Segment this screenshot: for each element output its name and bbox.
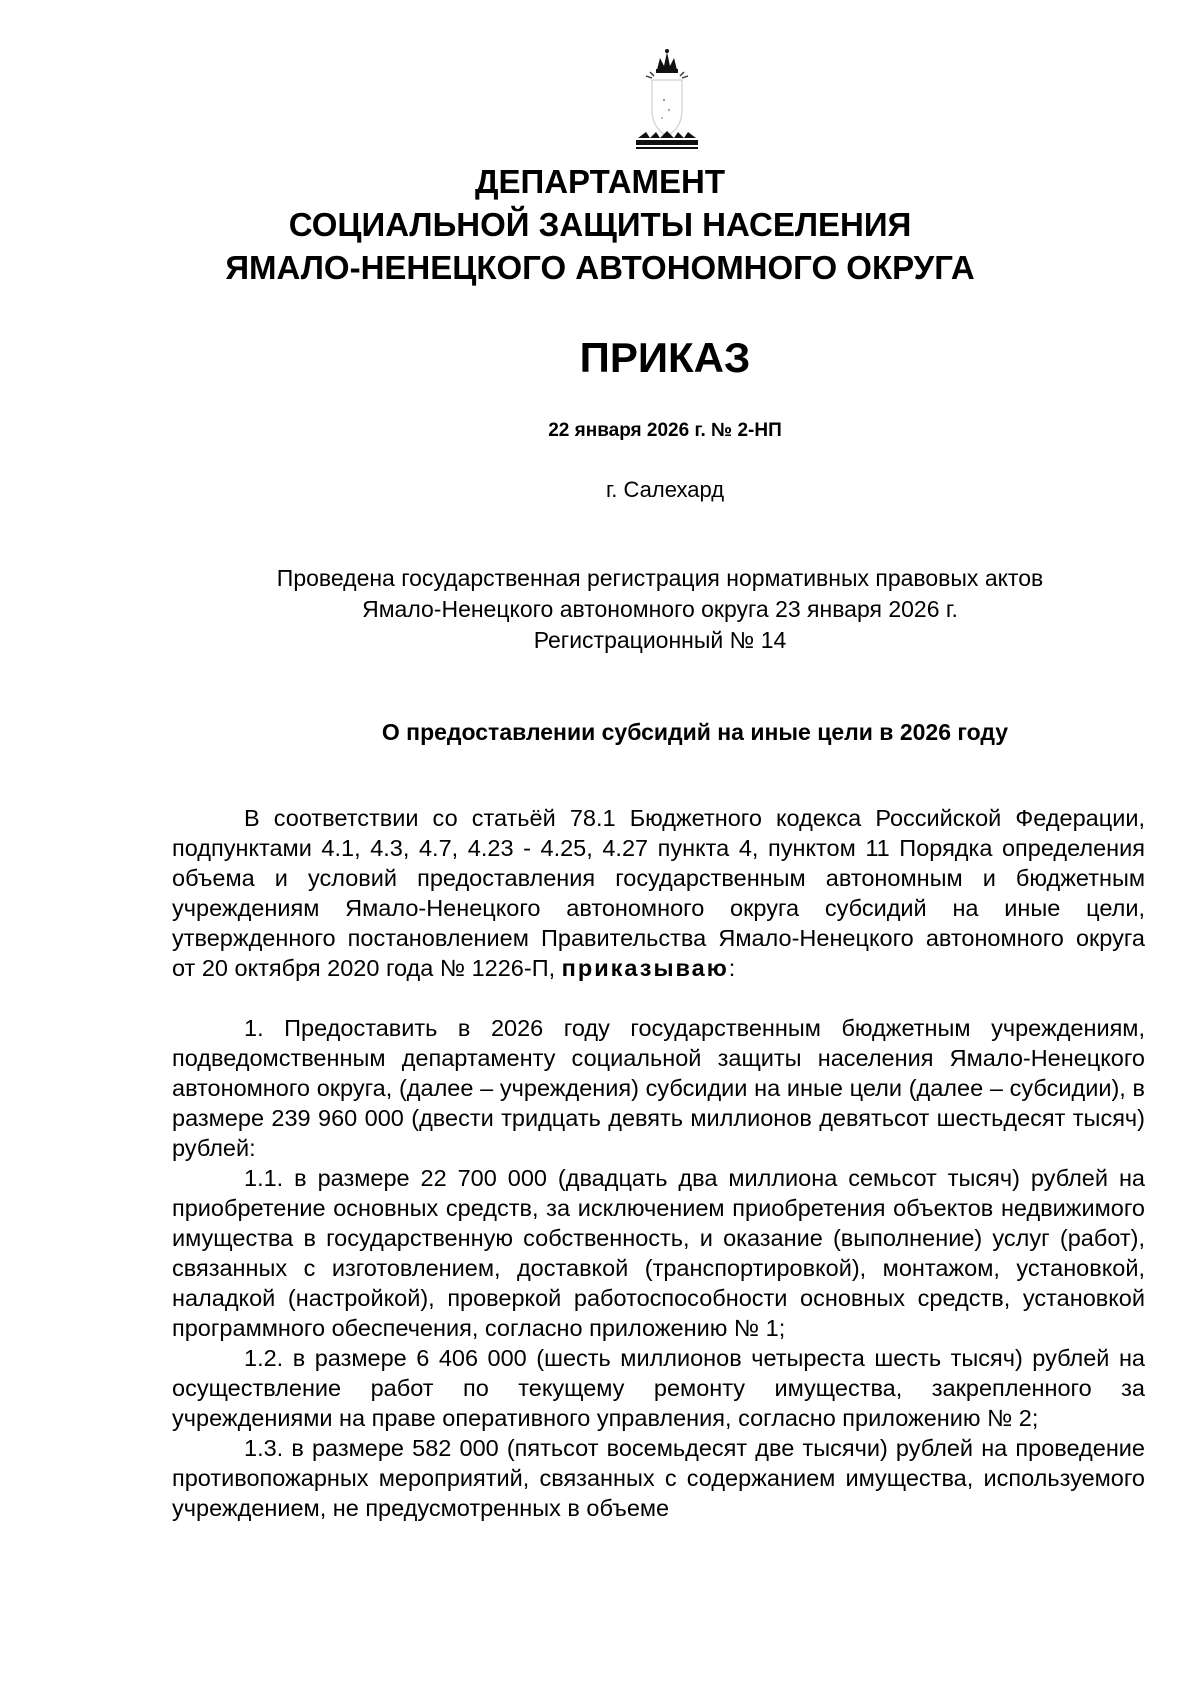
preamble-text: В соответствии со статьёй 78.1 Бюджетного кодекса Российской Федерации, подпунктами 4.1, 4.3, 4.7, 4.23 - 4.25, 4.27 пункта 4, пунктом 11 Порядка определения объема и условий предоставления государственным автономным и бюджетным учреждениям Ямало-Ненецкого автономного округа субсидий на иные цели, утвержденного постановлением Правительства Ямало-Ненецкого автономного округа от 20 октября 2020 года № 1226-П, bbox=[172, 805, 1145, 981]
registration-line-2: Ямало-Ненецкого автономного округа 23 января 2026 г. bbox=[362, 596, 958, 622]
department-name bbox=[180, 160, 1020, 289]
item-1-1: 1.1. в размере 22 700 000 (двадцать два миллиона семьсот тысяч) рублей на приобретение основных средств, за исключением приобретения объектов недвижимого имущества в государственную собственность, и оказание (выполнение) услуг (работ), связанных с изготовлением, доставкой (транспортировкой), монтажом, установкой, наладкой (настройкой), проверкой работоспособности основных средств, установкой программного обеспечения, согласно приложению № 1; bbox=[172, 1165, 1145, 1341]
item-1-2: 1.2. в размере 6 406 000 (шесть миллионов четыреста шесть тысяч) рублей на осуществление работ по текущему ремонту имущества, закрепленного за учреждениями на праве оперативного управления, согласно приложению № 2; bbox=[172, 1345, 1145, 1431]
order-body bbox=[172, 803, 1145, 1523]
item-1: 1. Предоставить в 2026 году государственным бюджетным учреждениям, подведомственным департаменту социальной защиты населения Ямало-Ненецкого автономного округа, (далее – учреждения) субсидии на иные цели (далее – субсидии), в размере 239 960 000 (двести тридцать девять миллионов девятьсот шестьдесят тысяч) рублей: bbox=[172, 1015, 1145, 1161]
preamble-paragraph bbox=[172, 803, 1145, 983]
order-date-number: 22 января 2026 г. № 2-НП bbox=[548, 420, 782, 441]
item-1-3: 1.3. в размере 582 000 (пятьсот восемьдесят две тысячи) рублей на проведение противопожарных мероприятий, связанных с содержанием имущества, используемого учреждением, не предусмотренных в объеме bbox=[172, 1435, 1145, 1521]
order-subject: О предоставлении субсидий на иные цели в 2026 году bbox=[381, 719, 1009, 745]
department-line-2: СОЦИАЛЬНОЙ ЗАЩИТЫ НАСЕЛЕНИЯ bbox=[288, 206, 912, 243]
preamble-emphasis: приказываю bbox=[561, 955, 729, 981]
registration-line-1: Проведена государственная регистрация нормативных правовых актов bbox=[276, 565, 1044, 591]
department-line-1: ДЕПАРТАМЕНТ bbox=[474, 163, 726, 200]
preamble-tail: : bbox=[728, 955, 736, 981]
coat-of-arms-emblem-icon bbox=[624, 48, 710, 158]
order-city: г. Салехард bbox=[605, 477, 725, 502]
department-line-3: ЯМАЛО-НЕНЕЦКОГО АВТОНОМНОГО ОКРУГА bbox=[225, 249, 975, 286]
order-title: ПРИКАЗ bbox=[579, 334, 751, 381]
registration-line-3: Регистрационный № 14 bbox=[533, 627, 787, 653]
registration-note bbox=[210, 563, 1110, 656]
